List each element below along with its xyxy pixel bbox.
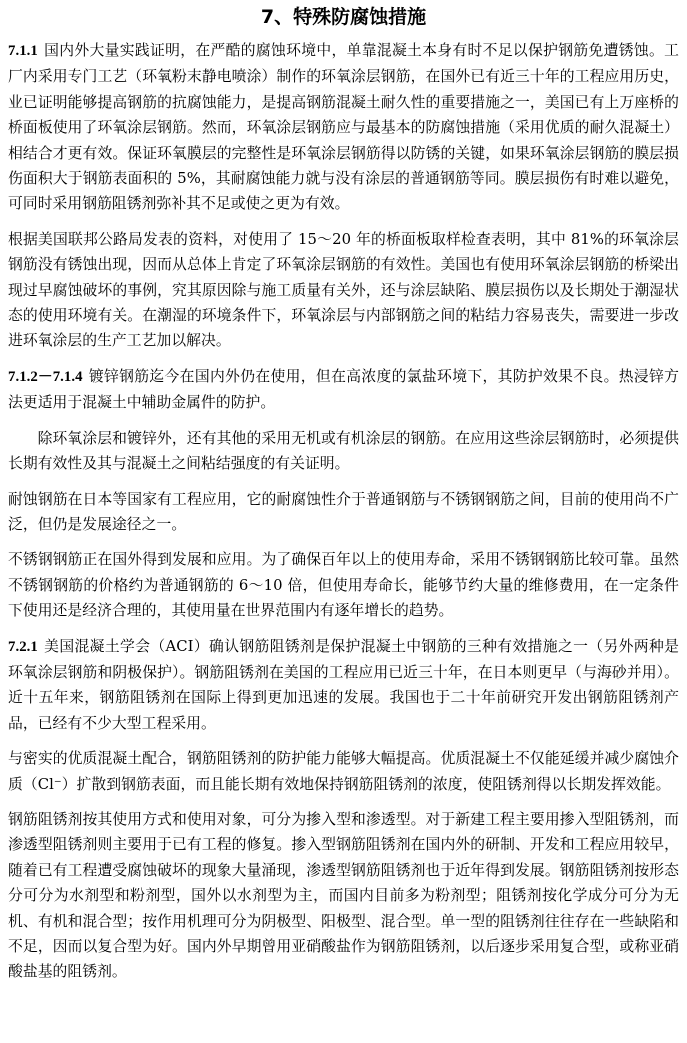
- clause-number: 7.1.1: [8, 43, 38, 59]
- clause-number: 7.1.2－7.1.4: [8, 368, 83, 385]
- paragraph: [8, 746, 679, 797]
- paragraph: [8, 487, 679, 538]
- paragraph-text: 国内外大量实践证明，在严酷的腐蚀环境中，单靠混凝土本身有时不足以保护钢筋免遭锈蚀。工厂内采用专门工艺（环氧粉末静电喷涂）制作的环氧涂层钢筋，在国外已有近三十年的工程应用历史，业已证明能够提高钢筋的抗腐蚀能力，是提高钢筋混凝土耐久性的重要措施之一，美国已有上万座桥的桥面板使用了环氧涂层钢筋。然而，环氧涂层钢筋应与最基本的防腐蚀措施（采用优质的耐久混凝土）相结合才更有效。保证环氧膜层的完整性是环氧涂层钢筋得以防锈的关键，如果环氧涂层钢筋的膜层损伤面积大于钢筋表面积的 5%，其耐腐蚀能力就与没有涂层的普通钢筋等同。膜层损伤有时难以避免，可同时采用钢筋阻锈剂弥补其不足或使之更为有效。: [8, 42, 679, 213]
- paragraph: [8, 38, 679, 217]
- paragraph-text: 除环氧涂层和镀锌外，还有其他的采用无机或有机涂层的钢筋。在应用这些涂层钢筋时，必须提供长期有效性及其与混凝土之间粘结强度的有关证明。: [8, 429, 679, 473]
- paragraph-text: 耐蚀钢筋在日本等国家有工程应用，它的耐腐蚀性介于普通钢筋与不锈钢钢筋之间，目前的使用尚不广泛，但仍是发展途径之一。: [8, 490, 679, 533]
- paragraph-text: 与密实的优质混凝土配合，钢筋阻锈剂的防护能力能够大幅提高。优质混凝土不仅能延缓并减少腐蚀介质（Cl⁻）扩散到钢筋表面，而且能长期有效地保持钢筋阻锈剂的浓度，使阻锈剂得以长期发挥效能。: [8, 750, 679, 793]
- paragraph-text: 镀锌钢筋迄今在国内外仍在使用，但在高浓度的氯盐环境下，其防护效果不良。热浸锌方法更适用于混凝土中辅助金属件的防护。: [8, 367, 679, 412]
- clause-number: 7.2.1: [8, 638, 38, 655]
- paragraph: [8, 364, 679, 416]
- paragraph: [8, 426, 679, 477]
- paragraph: [8, 227, 679, 354]
- document-page: [8, 4, 679, 995]
- paragraph-text: 钢筋阻锈剂按其使用方式和使用对象，可分为掺入型和渗透型。对于新建工程主要用掺入型阻锈剂，而渗透型阻锈剂则主要用于已有工程的修复。掺入型钢筋阻锈剂在国内外的研制、开发和工程应用较早，随着已有工程遭受腐蚀破坏的现象大量涌现，渗透型钢筋阻锈剂也于近年得到发展。钢筋阻锈剂按形态分可分为水剂型和粉剂型，国外以水剂型为主，而国内目前多为粉剂型；阻锈剂按化学成分可分为无机、有机和混合型；按作用机理可分为阴极型、阳极型、混合型。单一型的阻锈剂往往存在一些缺陷和不足，因而以复合型为好。国内外早期曾用亚硝酸盐作为钢筋阻锈剂，以后逐步采用复合型，或称亚硝酸盐基的阻锈剂。: [8, 810, 679, 981]
- paragraph: [8, 634, 679, 737]
- paragraph-text: 不锈钢钢筋正在国外得到发展和应用。为了确保百年以上的使用寿命，采用不锈钢钢筋比较可靠。虽然不锈钢钢筋的价格约为普通钢筋的 6～10 倍，但使用寿命长，能够节约大量的维修费用，在一定条件下使用还是经济合理的，其使用量在世界范围内有逐年增长的趋势。: [8, 551, 679, 620]
- paragraph: [8, 547, 679, 623]
- paragraph-text: 根据美国联邦公路局发表的资料，对使用了 15～20 年的桥面板取样检查表明，其中 81%的环氧涂层钢筋没有锈蚀出现，因而从总体上肯定了环氧涂层钢筋的有效性。美国也有使用环氧涂层钢筋的桥梁出现过早腐蚀破坏的事例，究其原因除与施工质量有关外，还与涂层缺陷、膜层损伤以及长期处于潮湿状态的使用环境有关。在潮湿的环境条件下，环氧涂层与内部钢筋之间的粘结力容易丧失，需要进一步改进环氧涂层的生产工艺加以解决。: [8, 230, 679, 350]
- paragraph: [8, 807, 679, 985]
- paragraph-text: 美国混凝土学会（ACI）确认钢筋阻锈剂是保护混凝土中钢筋的三种有效措施之一（另外两种是环氧涂层钢筋和阴极保护）。钢筋阻锈剂在美国的工程应用已近三十年，在日本则更早（与海砂并用）。近十五年来，钢筋阻锈剂在国际上得到更加迅速的发展。我国也于二十年前研究开发出钢筋阻锈剂产品，已经有不少大型工程采用。: [8, 637, 679, 732]
- section-title: 7、特殊防腐蚀措施: [260, 6, 427, 28]
